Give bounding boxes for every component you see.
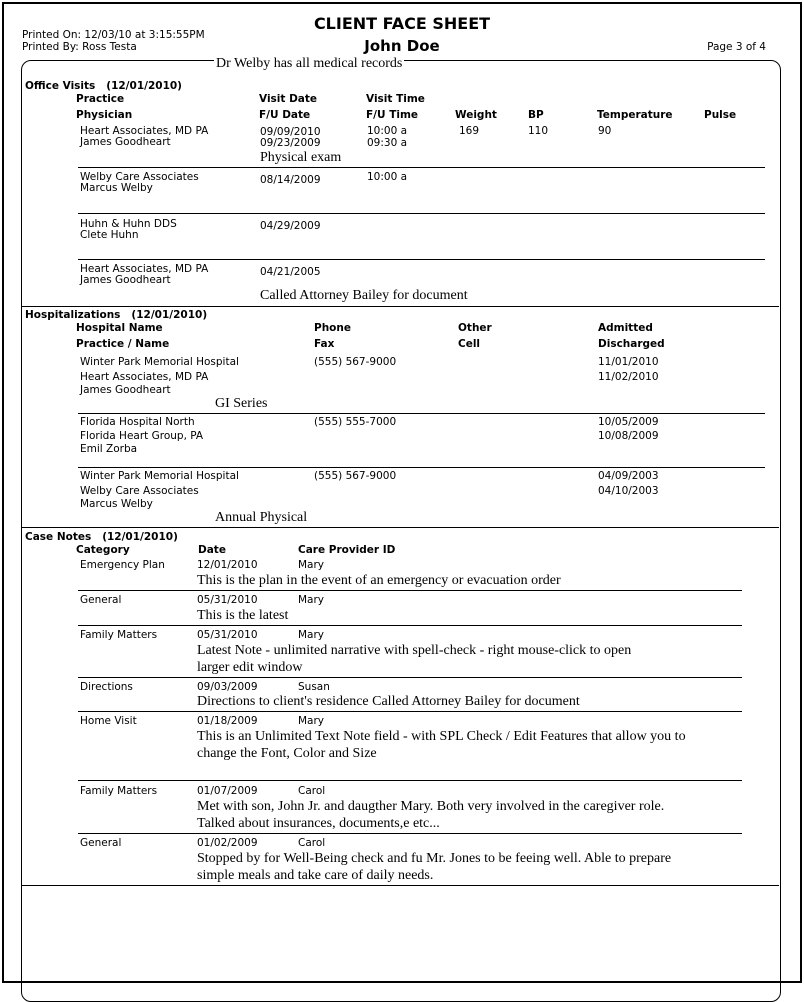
table-row-admitted: 11/01/2010: [598, 356, 659, 368]
table-row-phone: (555) 567-9000: [314, 470, 397, 482]
table-row-fu-date: 09/23/2009: [260, 137, 321, 149]
table-row-provider: Carol: [298, 785, 326, 797]
row-divider: [78, 590, 742, 591]
col-admitted: Admitted: [598, 322, 653, 334]
table-row-note-line: larger edit window: [197, 660, 303, 675]
table-row-bp: 110: [528, 125, 549, 137]
client-name: John Doe: [364, 37, 440, 55]
table-row-category: Family Matters: [80, 785, 158, 797]
col-visit-time: Visit Time: [366, 93, 425, 105]
table-row-note-line: This is the latest: [197, 608, 289, 623]
table-row-category: Directions: [80, 681, 133, 693]
col-fu-time: F/U Time: [366, 109, 419, 121]
table-row-phone: (555) 555-7000: [314, 416, 397, 428]
table-row-visit-date: 04/29/2009: [260, 220, 321, 232]
col-practice-name: Practice / Name: [76, 338, 170, 350]
row-divider: [78, 413, 765, 414]
col-fu-date: F/U Date: [259, 109, 311, 121]
row-divider: [78, 625, 742, 626]
table-row-name: James Goodheart: [80, 384, 171, 396]
table-row-weight: 169: [459, 125, 480, 137]
table-row-practice: Heart Associates, MD PA: [80, 263, 209, 275]
table-row-hospital: Winter Park Memorial Hospital: [80, 470, 239, 482]
col-temperature: Temperature: [597, 109, 673, 121]
table-row-physician: James Goodheart: [80, 136, 171, 148]
col-care-provider: Care Provider ID: [298, 544, 396, 556]
printed-on: Printed On: 12/03/10 at 3:15:55PM: [22, 29, 205, 41]
table-row-date: 05/31/2010: [197, 629, 258, 641]
row-divider: [78, 833, 742, 834]
table-row-category: General: [80, 837, 122, 849]
table-row-practice: Huhn & Huhn DDS: [80, 218, 177, 230]
row-divider: [78, 259, 765, 260]
col-cell: Cell: [458, 338, 481, 350]
col-weight: Weight: [455, 109, 497, 121]
table-row-note-line: simple meals and take care of daily needs.: [197, 868, 434, 883]
table-row-note-line: Talked about insurances, documents,e etc...: [197, 816, 440, 831]
table-row-visit-date: 09/09/2010: [260, 126, 321, 138]
table-row-physician: Marcus Welby: [80, 182, 153, 194]
table-row-note: Annual Physical: [215, 510, 308, 525]
col-date: Date: [198, 544, 226, 556]
table-row-category: Home Visit: [80, 715, 137, 727]
col-category: Category: [76, 544, 130, 556]
table-row-note-line: Stopped by for Well-Being check and fu Mr. Jones to be feeing well. Able to prepare: [197, 851, 672, 866]
table-row-visit-time: 10:00 a: [367, 125, 408, 137]
table-row-provider: Susan: [298, 681, 330, 693]
table-row-practice: Welby Care Associates: [80, 171, 199, 183]
table-row-visit-date: 04/21/2005: [260, 266, 321, 278]
table-row-fu-time: 09:30 a: [367, 137, 408, 149]
table-row-hospital: Winter Park Memorial Hospital: [80, 356, 239, 368]
row-divider: [78, 780, 742, 781]
table-row-note: Called Attorney Bailey for document: [260, 288, 468, 303]
table-row-admitted: 04/09/2003: [598, 470, 659, 482]
table-row-note-line: This is an Unlimited Text Note field - with SPL Check / Edit Features that allow you to: [197, 729, 686, 744]
col-visit-date: Visit Date: [259, 93, 318, 105]
table-row-visit-date: 08/14/2009: [260, 174, 321, 186]
table-row-date: 01/07/2009: [197, 785, 258, 797]
table-row-provider: Mary: [298, 594, 325, 606]
table-row-date: 12/01/2010: [197, 559, 258, 571]
table-row-phone: (555) 567-9000: [314, 356, 397, 368]
table-row-temperature: 90: [598, 125, 612, 137]
table-row-physician: James Goodheart: [80, 274, 171, 286]
table-row-practice: Welby Care Associates: [80, 485, 199, 497]
report-title: CLIENT FACE SHEET: [313, 14, 491, 33]
table-row-hospital: Florida Hospital North: [80, 416, 195, 428]
col-discharged: Discharged: [598, 338, 665, 350]
table-row-provider: Mary: [298, 715, 325, 727]
table-row-date: 01/18/2009: [197, 715, 258, 727]
section-divider: [22, 885, 779, 886]
col-practice: Practice: [76, 93, 125, 105]
table-row-category: Family Matters: [80, 629, 158, 641]
section-divider: [22, 306, 779, 307]
table-row-note-line: Met with son, John Jr. and daugther Mary. Both very involved in the caregiver role.: [197, 799, 665, 814]
col-fax: Fax: [314, 338, 335, 350]
table-row-discharged: 11/02/2010: [598, 371, 659, 383]
table-row-discharged: 04/10/2003: [598, 485, 659, 497]
table-row-note-line: Directions to client's residence Called Attorney Bailey for document: [197, 694, 580, 709]
record-note: Dr Welby has all medical records: [216, 56, 403, 71]
table-row-name: Emil Zorba: [80, 443, 138, 455]
table-row-visit-time: 10:00 a: [367, 171, 408, 183]
table-row-category: Emergency Plan: [80, 559, 165, 571]
table-row-practice: Heart Associates, MD PA: [80, 371, 209, 383]
table-row-provider: Carol: [298, 837, 326, 849]
table-row-note-line: change the Font, Color and Size: [197, 746, 377, 761]
printed-by: Printed By: Ross Testa: [22, 41, 137, 53]
table-row-date: 01/02/2009: [197, 837, 258, 849]
row-divider: [78, 213, 765, 214]
col-hospital-name: Hospital Name: [76, 322, 163, 334]
col-other: Other: [458, 322, 492, 334]
table-row-provider: Mary: [298, 559, 325, 571]
table-row-name: Marcus Welby: [80, 498, 153, 510]
table-row-note-line: This is the plan in the event of an emergency or evacuation order: [197, 573, 561, 588]
table-row-date: 05/31/2010: [197, 594, 258, 606]
col-pulse: Pulse: [704, 109, 737, 121]
table-row-provider: Mary: [298, 629, 325, 641]
row-divider: [78, 167, 765, 168]
table-row-physician: Clete Huhn: [80, 229, 139, 241]
col-bp: BP: [528, 109, 544, 121]
table-row-discharged: 10/08/2009: [598, 430, 659, 442]
row-divider: [78, 677, 742, 678]
table-row-note-line: Latest Note - unlimited narrative with spell-check - right mouse-click to open: [197, 643, 632, 658]
section-divider: [22, 527, 779, 528]
table-row-note: Physical exam: [260, 150, 342, 165]
table-row-note: GI Series: [215, 396, 268, 411]
table-row-category: General: [80, 594, 122, 606]
col-physician: Physician: [76, 109, 133, 121]
table-row-practice: Florida Heart Group, PA: [80, 430, 204, 442]
office-visits-title: Office Visits (12/01/2010): [25, 80, 182, 92]
page-number: Page 3 of 4: [707, 41, 766, 53]
row-divider: [78, 467, 765, 468]
table-row-admitted: 10/05/2009: [598, 416, 659, 428]
table-row-practice: Heart Associates, MD PA: [80, 125, 209, 137]
col-phone: Phone: [314, 322, 351, 334]
case-notes-title: Case Notes (12/01/2010): [25, 531, 178, 543]
table-row-date: 09/03/2009: [197, 681, 258, 693]
hospitalizations-title: Hospitalizations (12/01/2010): [25, 309, 208, 321]
row-divider: [78, 711, 742, 712]
